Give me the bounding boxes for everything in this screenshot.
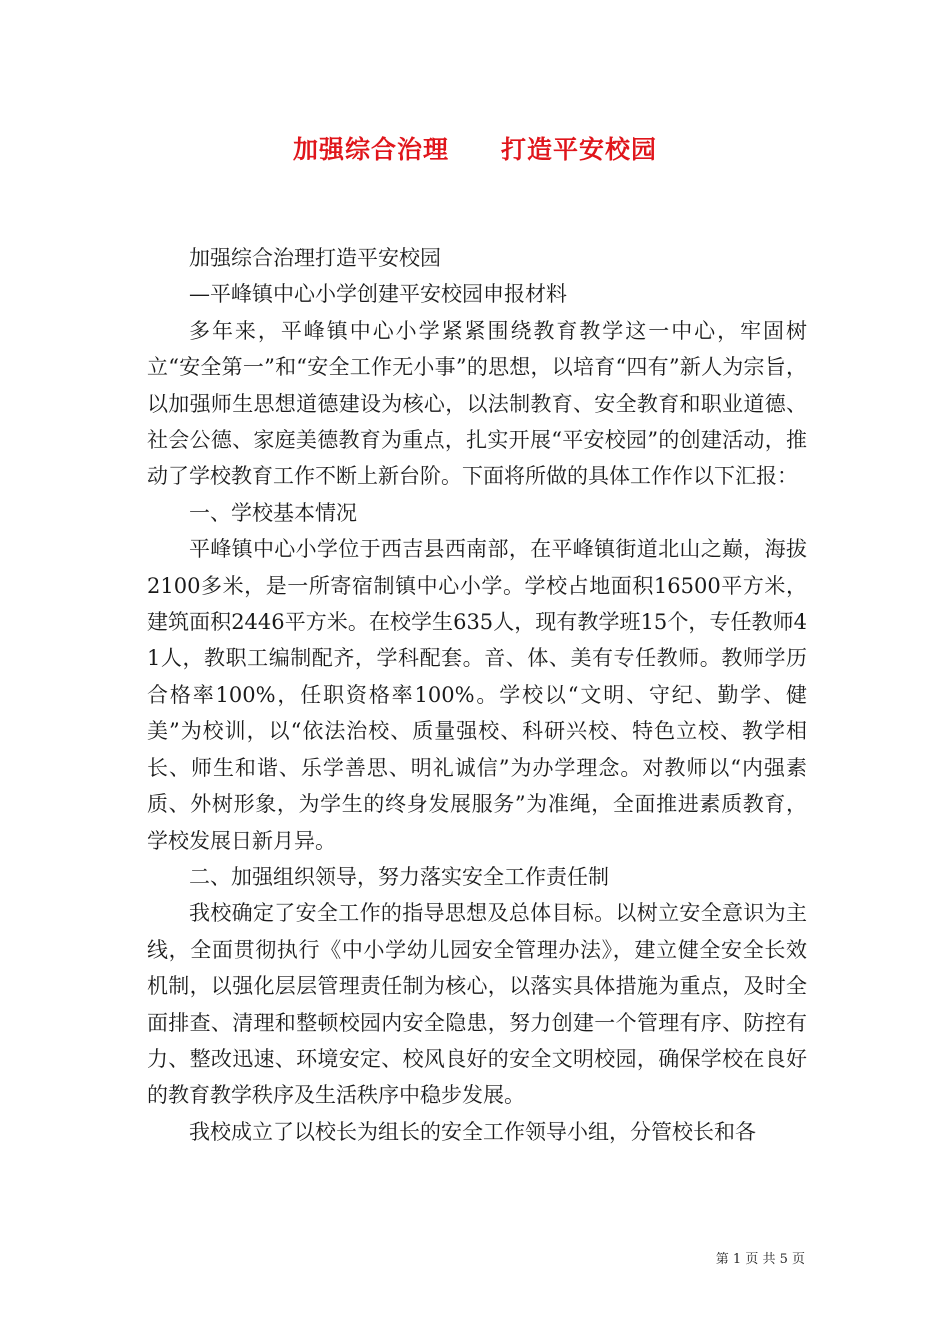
section-heading-1: 一、学校基本情况 [189,500,357,525]
paragraph-leadership: 我校成立了以校长为组长的安全工作领导小组，分管校长和各 [189,1119,756,1144]
paragraph-safety-goals: 我校确定了安全工作的指导思想及总体目标。以树立安全意识为主线，全面贯彻执行《中小学幼儿园安全管理办法》，建立健全安全长效机制，以强化层层管理责任制为核心，以落实具体措施为重点，及时全面排查、清理和整顿校园内安全隐患，努力创建一个管理有序、防控有力、整改迅速、环境安定、校风良好的安全文明校园，确保学校在良好的教育教学秩序及生活秩序中稳步发展。 [147,901,807,1108]
paragraph-intro: 多年来，平峰镇中心小学紧紧围绕教育教学这一中心，牢固树立“安全第一”和“安全工作无小事”的思想，以培育“四有”新人为宗旨，以加强师生思想道德建设为核心，以法制教育、安全教育和职业道德、社会公德、家庭美德教育为重点，扎实开展“平安校园”的创建活动，推动了学校教育工作不断上新台阶。下面将所做的具体工作作以下汇报： [147,318,807,489]
section-heading-2: 二、加强组织领导，努力落实安全工作责任制 [189,864,609,889]
page-title: 加强综合治理 打造平安校园 [292,135,657,164]
page-footer: 第 1 页 共 5 页 [715,1252,805,1267]
document-body [147,240,807,1150]
paragraph-subheading: —平峰镇中心小学创建平安校园申报材料 [189,282,567,307]
paragraph-school-info: 平峰镇中心小学位于西吉县西南部，在平峰镇街道北山之巅，海拔2100多米，是一所寄宿制镇中心小学。学校占地面积16500平方米，建筑面积2446平方米。在校学生635人，现有教学班15个，专任教师41人，教职工编制配齐，学科配套。音、体、美有专任教师。教师学历合格率100%，任职资格率100%。学校以“文明、守纪、勤学、健美”为校训，以“依法治校、质量强校、科研兴校、特色立校、教学相长、师生和谐、乐学善思、明礼诚信”为办学理念。对教师以“内强素质、外树形象，为学生的终身发展服务”为准绳，全面推进素质教育，学校发展日新月异。 [147,537,807,853]
paragraph-subtitle: 加强综合治理打造平安校园 [189,246,441,270]
